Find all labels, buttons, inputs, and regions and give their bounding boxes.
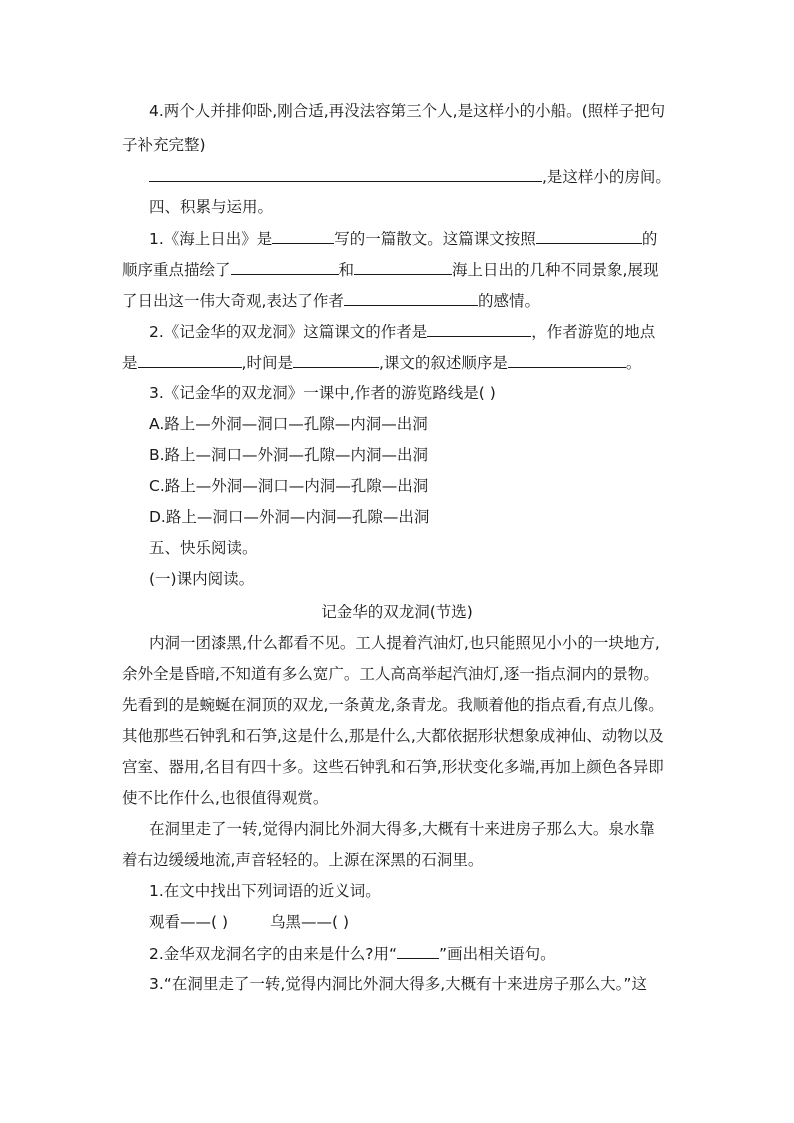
s4-q1-blank4[interactable] (354, 258, 452, 275)
q4-answer-line (149, 165, 671, 188)
section5-heading: 五、快乐阅读。 (149, 539, 258, 557)
s4-q2-line2: 是 ,时间是 ,课文的叙述顺序是 。 (122, 351, 641, 374)
s4-q3-stem: 3.《记金华的双龙洞》一课中,作者的游览路线是( ) (149, 384, 496, 402)
s4-q1-blank1[interactable] (272, 227, 334, 244)
q4-tail-text: ,是这样小的房间。 (542, 168, 671, 186)
s4-q1-line1: 1.《海上日出》是 写的一篇散文。这篇课文按照 的 (149, 227, 657, 250)
rq1-stem: 1.在文中找出下列词语的近义词。 (149, 882, 381, 900)
rq1-item-b[interactable]: 乌黑——( ) (270, 913, 350, 931)
s4-q2-blank4[interactable] (508, 351, 626, 368)
rq2-line: 2.金华双龙洞名字的由来是什么?用“ ”画出相关语句。 (149, 942, 556, 965)
para2-line1: 在洞里走了一转,觉得内洞比外洞大得多,大概有十来进房子那么大。泉水靠 (149, 820, 655, 838)
rq3-line: 3.“在洞里走了一转,觉得内洞比外洞大得多,大概有十来进房子那么大。”这 (149, 975, 647, 993)
s4-q1-line3: 了日出这一伟大奇观,表达了作者 的感情。 (122, 289, 540, 312)
q4-line2: 子补充完整) (122, 136, 206, 154)
s4-q2-blank2[interactable] (138, 351, 242, 368)
s4-q1-blank3[interactable] (231, 258, 339, 275)
q4-line1: 4.两个人并排仰卧,刚合适,再没法容第三个人,是这样小的小船。(照样子把句 (149, 102, 666, 120)
para2-line2: 着右边缓缓地流,声音轻轻的。上源在深黑的石洞里。 (122, 851, 484, 869)
s4-q3-option-b[interactable]: B.路上—洞口—外洞—孔隙—内洞—出洞 (149, 446, 429, 464)
para1-line4: 其他那些石钟乳和石笋,这是什么,那是什么,大都依据形状想象成神仙、动物以及 (122, 727, 664, 745)
s4-q1-blank2[interactable] (536, 227, 642, 244)
s4-q1-blank5[interactable] (344, 289, 478, 306)
para1-line6: 使不比作什么,也很值得观赏。 (122, 789, 329, 807)
section5-sub-heading: (一)课内阅读。 (149, 570, 255, 588)
s4-q3-option-c[interactable]: C.路上—外洞—洞口—内洞—孔隙—出洞 (149, 477, 429, 495)
s4-q2-line1: 2.《记金华的双龙洞》这篇课文的作者是 ，作者游览的地点 (149, 320, 655, 343)
passage-title: 记金华的双龙洞(节选) (321, 603, 473, 621)
s4-q3-option-d[interactable]: D.路上—洞口—外洞—内洞—孔隙—出洞 (149, 508, 430, 526)
para1-line2: 余外全是昏暗,不知道有多么宽广。工人高高举起汽油灯,逐一指点洞内的景物。 (122, 665, 659, 683)
para1-line1: 内洞一团漆黑,什么都看不见。工人提着汽油灯,也只能照见小小的一块地方, (149, 634, 660, 652)
q4-blank[interactable] (149, 165, 542, 182)
s4-q3-option-a[interactable]: A.路上—外洞—洞口—孔隙—内洞—出洞 (149, 415, 428, 433)
s4-q1-line2: 顺序重点描绘了 和 海上日出的几种不同景象,展现 (122, 258, 658, 281)
s4-q2-blank3[interactable] (293, 351, 379, 368)
s4-q2-blank1[interactable] (427, 320, 531, 337)
rq1-item-a[interactable]: 观看——( ) (149, 913, 229, 931)
section4-heading: 四、积累与运用。 (149, 198, 274, 216)
rq1-items (149, 911, 349, 933)
para1-line5: 宫室、器用,名目有四十多。这些石钟乳和石笋,形状变化多端,再加上颜色各异即 (122, 758, 664, 776)
para1-line3: 先看到的是蜿蜒在洞顶的双龙,一条黄龙,条青龙。我顺着他的指点看,有点儿像。 (122, 696, 664, 714)
rq2-blank[interactable] (397, 942, 439, 959)
